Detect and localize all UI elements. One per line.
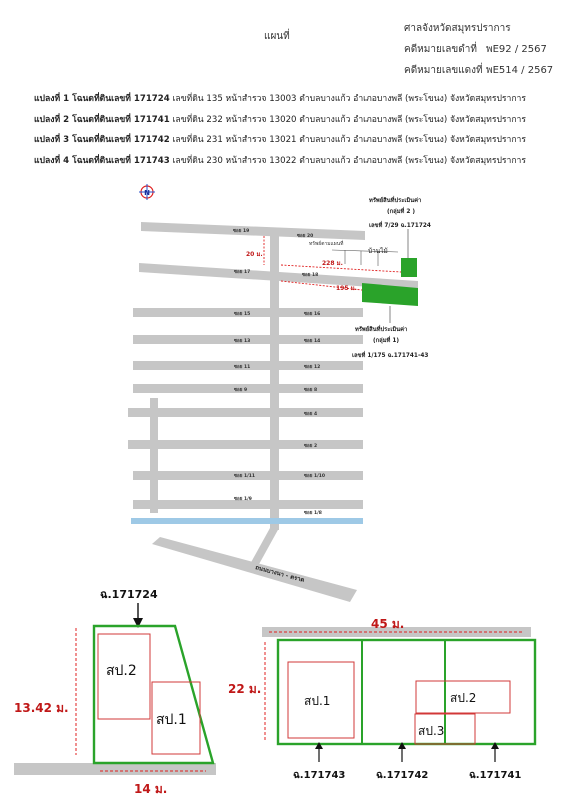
deed-171743-label: ฉ.171743 — [293, 770, 346, 781]
soi-1-8-label: ซอย 1/8 — [304, 511, 322, 516]
deed-171742-label: ฉ.171742 — [376, 770, 429, 781]
neighbor-label: ทรัพย์ตามแผนที่ — [309, 241, 344, 247]
detail-left — [14, 588, 216, 796]
red-case-label: คดีหมายเลขแดงที่ — [404, 65, 483, 76]
group1-title: ทรัพย์สินที่ประเมินค่า — [355, 327, 408, 333]
parcel-line-3: แปลงที่ 3 โฉนดที่ดินเลขที่ 171742 เลขที่ดิน 231 หน้าสำรวจ 13021 ตำบลบางแก้ว อำเภอบางพลี (พระโขนง) จังหวัดสมุทรปราการ — [34, 135, 526, 145]
soi-14-label: ซอย 14 — [304, 339, 321, 344]
right-height-label: 22 ม. — [228, 682, 262, 696]
compass-letter: N — [144, 189, 150, 197]
canal — [131, 518, 363, 524]
soi-15-label: ซอย 15 — [234, 312, 251, 317]
parcel-line-2: แปลงที่ 2 โฉนดที่ดินเลขที่ 171741 เลขที่ดิน 232 หน้าสำรวจ 13020 ตำบลบางแก้ว อำเภอบางพลี (พระโขนง) จังหวัดสมุทรปราการ — [34, 115, 526, 125]
soi-19-label: ซอย 19 — [233, 229, 250, 234]
group2-sub: (กลุ่มที่ 2 ) — [387, 209, 416, 215]
right-b2-label: สป.2 — [450, 691, 477, 705]
dist-195m-label: 195 ม. — [336, 285, 357, 292]
right-b3-label: สป.3 — [418, 724, 445, 738]
parcel-line-1: แปลงที่ 1 โฉนดที่ดินเลขที่ 171724 เลขที่ดิน 135 หน้าสำรวจ 13003 ตำบลบางแก้ว อำเภอบางพลี (พระโขนง) จังหวัดสมุทรปราการ — [34, 94, 526, 104]
detail-right — [228, 617, 535, 781]
soi-16-label: ซอย 16 — [304, 312, 321, 317]
group2-ref: เลขที่ 7/29 ฉ.171724 — [369, 223, 431, 229]
deed-171741-label: ฉ.171741 — [469, 770, 522, 781]
group1-ref: เลขที่ 1/175 ฉ.171741-43 — [352, 353, 429, 359]
soi-1-11-label: ซอย 1/11 — [234, 474, 255, 479]
left-road — [14, 763, 216, 775]
soi-roads — [128, 222, 418, 602]
soi-2-label: ซอย 2 — [304, 444, 318, 449]
dist-20m-label: 20 ม. — [246, 251, 263, 258]
parcel-group-2-area — [401, 258, 417, 277]
group2-title: ทรัพย์สินที่ประเมินค่า — [369, 198, 422, 204]
left-b2-label: สป.1 — [156, 712, 187, 728]
black-case-number: พE92 / 2567 — [486, 44, 547, 55]
soi-20-label: ซอย 20 — [297, 234, 314, 239]
left-deed-label: ฉ.171724 — [100, 588, 158, 601]
court-name: ศาลจังหวัดสมุทรปราการ — [404, 23, 511, 34]
group1-sub: (กลุ่มที่ 1) — [373, 338, 400, 344]
left-height-label: 13.42 ม. — [14, 701, 69, 715]
right-b1-label: สป.1 — [304, 694, 331, 708]
soi-18-label: ซอย 18 — [302, 273, 319, 278]
soi-4-label: ซอย 4 — [304, 412, 318, 417]
black-case-label: คดีหมายเลขดำที่ — [404, 44, 477, 55]
left-parcel-outline — [94, 626, 213, 763]
soi-8-label: ซอย 8 — [304, 388, 318, 393]
soi-11-label: ซอย 11 — [234, 365, 251, 370]
right-parcel-outline — [278, 640, 535, 744]
soi-12-label: ซอย 12 — [304, 365, 321, 370]
red-case-number: พE514 / 2567 — [486, 65, 554, 76]
soi-1-9-label: ซอย 1/9 — [234, 497, 252, 502]
parcel-line-4: แปลงที่ 4 โฉนดที่ดินเลขที่ 171743 เลขที่ดิน 230 หน้าสำรวจ 13022 ตำบลบางแก้ว อำเภอบางพลี (พระโขนง) จังหวัดสมุทรปราการ — [34, 156, 526, 166]
map-title: แผนที่ — [264, 31, 290, 42]
left-width-label: 14 ม. — [134, 782, 168, 796]
house-label: บ้านไม้ — [368, 247, 388, 255]
left-b1-label: สป.2 — [106, 663, 137, 679]
main-road-label: ถนนบางนา - ตราด — [254, 564, 306, 584]
soi-9-label: ซอย 9 — [234, 388, 248, 393]
soi-17-label: ซอย 17 — [234, 270, 251, 275]
soi-13-label: ซอย 13 — [234, 339, 251, 344]
dist-228m-label: 228 ม. — [322, 260, 343, 267]
soi-1-10-label: ซอย 1/10 — [304, 474, 325, 479]
compass-icon — [139, 184, 155, 200]
right-width-label: 45 ม. — [371, 617, 405, 631]
